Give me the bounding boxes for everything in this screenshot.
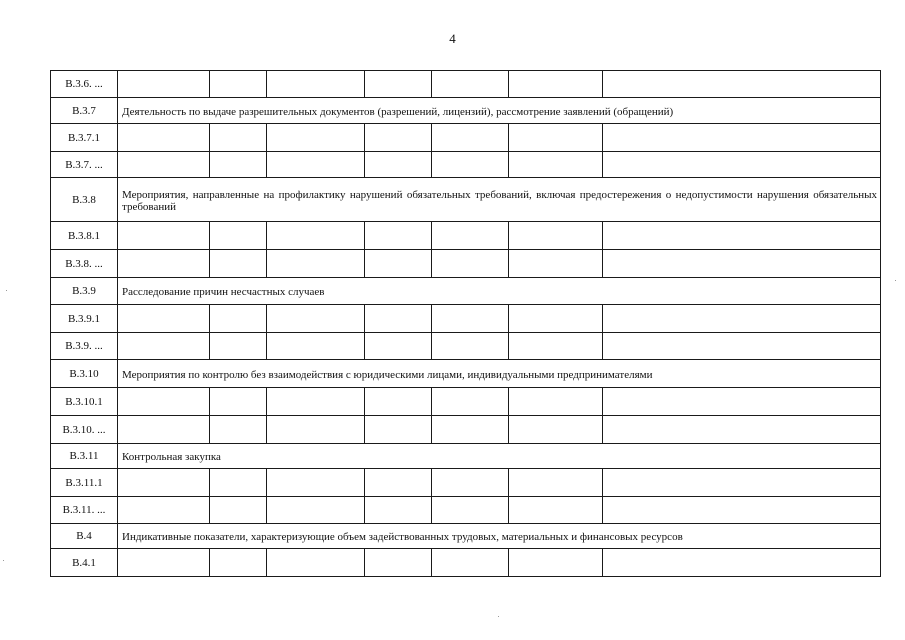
row-code: В.3.9.1	[51, 305, 118, 333]
empty-cell	[603, 124, 881, 152]
row-code: В.3.10	[51, 360, 118, 388]
row-code: В.3.7	[51, 98, 118, 124]
empty-cell	[210, 71, 267, 98]
empty-cell	[603, 152, 881, 178]
empty-cell	[210, 497, 267, 524]
table-body	[51, 71, 881, 577]
section-row	[51, 524, 881, 549]
empty-cell	[365, 124, 432, 152]
empty-cell	[267, 222, 365, 250]
empty-cell	[267, 152, 365, 178]
row-code: В.3.11	[51, 444, 118, 469]
empty-cell	[210, 469, 267, 497]
empty-cell	[365, 152, 432, 178]
section-title: Расследование причин несчастных случаев	[118, 278, 881, 305]
empty-cell	[603, 333, 881, 360]
empty-cell	[509, 222, 603, 250]
section-row	[51, 178, 881, 222]
empty-cell	[210, 388, 267, 416]
empty-cell	[432, 388, 509, 416]
empty-cell	[267, 549, 365, 577]
scan-speck	[498, 616, 499, 617]
row-code: В.3.6. ...	[51, 71, 118, 98]
empty-cell	[118, 497, 210, 524]
empty-cell	[267, 416, 365, 444]
empty-cell	[267, 71, 365, 98]
empty-cell	[509, 250, 603, 278]
scan-speck	[6, 290, 7, 291]
empty-cell	[267, 250, 365, 278]
scan-speck	[3, 560, 4, 561]
empty-cell	[118, 549, 210, 577]
empty-cell	[509, 497, 603, 524]
row-code: В.4.1	[51, 549, 118, 577]
empty-cell	[118, 71, 210, 98]
empty-cell	[603, 416, 881, 444]
empty-cell	[267, 305, 365, 333]
empty-cell	[603, 305, 881, 333]
empty-cell	[365, 416, 432, 444]
row-code: В.3.10.1	[51, 388, 118, 416]
row-code: В.3.9	[51, 278, 118, 305]
empty-cell	[365, 469, 432, 497]
empty-cell	[365, 250, 432, 278]
empty-cell	[509, 388, 603, 416]
empty-cell	[603, 71, 881, 98]
empty-cell	[603, 388, 881, 416]
empty-cell	[365, 333, 432, 360]
empty-cell	[267, 469, 365, 497]
table-row	[51, 497, 881, 524]
empty-cell	[509, 124, 603, 152]
empty-cell	[118, 305, 210, 333]
empty-cell	[432, 333, 509, 360]
empty-cell	[210, 305, 267, 333]
table-row	[51, 416, 881, 444]
empty-cell	[210, 222, 267, 250]
empty-cell	[365, 71, 432, 98]
empty-cell	[432, 469, 509, 497]
table-row	[51, 222, 881, 250]
row-code: В.3.8	[51, 178, 118, 222]
table-row	[51, 388, 881, 416]
empty-cell	[118, 388, 210, 416]
empty-cell	[432, 497, 509, 524]
section-row	[51, 360, 881, 388]
empty-cell	[432, 222, 509, 250]
scan-speck	[895, 280, 896, 281]
table-row	[51, 549, 881, 577]
empty-cell	[210, 333, 267, 360]
empty-cell	[509, 416, 603, 444]
section-title: Мероприятия по контролю без взаимодействия с юридическими лицами, индивидуальными предпринимателями	[118, 360, 881, 388]
table-row	[51, 333, 881, 360]
row-code: В.3.11.1	[51, 469, 118, 497]
empty-cell	[603, 469, 881, 497]
empty-cell	[509, 333, 603, 360]
empty-cell	[210, 549, 267, 577]
table-row	[51, 152, 881, 178]
empty-cell	[432, 416, 509, 444]
empty-cell	[365, 497, 432, 524]
empty-cell	[267, 124, 365, 152]
empty-cell	[365, 388, 432, 416]
table-row	[51, 469, 881, 497]
empty-cell	[118, 250, 210, 278]
empty-cell	[365, 305, 432, 333]
empty-cell	[267, 388, 365, 416]
section-title: Деятельность по выдаче разрешительных документов (разрешений, лицензий), рассмотрение заявлений (обращений)	[118, 98, 881, 124]
table-row	[51, 305, 881, 333]
row-code: В.3.8. ...	[51, 250, 118, 278]
empty-cell	[603, 250, 881, 278]
section-title: Мероприятия, направленные на профилактику нарушений обязательных требований, включая предостережения о недопустимости нарушения обязательных требований	[118, 178, 881, 222]
row-code: В.3.10. ...	[51, 416, 118, 444]
empty-cell	[365, 549, 432, 577]
empty-cell	[118, 333, 210, 360]
empty-cell	[210, 124, 267, 152]
row-code: В.3.7. ...	[51, 152, 118, 178]
table-row	[51, 124, 881, 152]
empty-cell	[432, 71, 509, 98]
empty-cell	[365, 222, 432, 250]
empty-cell	[267, 497, 365, 524]
empty-cell	[509, 469, 603, 497]
empty-cell	[603, 222, 881, 250]
empty-cell	[118, 469, 210, 497]
empty-cell	[267, 333, 365, 360]
section-title: Контрольная закупка	[118, 444, 881, 469]
empty-cell	[509, 305, 603, 333]
empty-cell	[509, 71, 603, 98]
empty-cell	[603, 497, 881, 524]
empty-cell	[118, 222, 210, 250]
empty-cell	[509, 549, 603, 577]
section-title: Индикативные показатели, характеризующие объем задействованных трудовых, материальных и финансовых ресурсов	[118, 524, 881, 549]
table-row	[51, 71, 881, 98]
empty-cell	[118, 416, 210, 444]
row-code: В.3.9. ...	[51, 333, 118, 360]
empty-cell	[509, 152, 603, 178]
row-code: В.3.7.1	[51, 124, 118, 152]
empty-cell	[118, 152, 210, 178]
section-row	[51, 278, 881, 305]
row-code: В.3.11. ...	[51, 497, 118, 524]
row-code: В.3.8.1	[51, 222, 118, 250]
empty-cell	[118, 124, 210, 152]
row-code: В.4	[51, 524, 118, 549]
empty-cell	[210, 152, 267, 178]
empty-cell	[432, 124, 509, 152]
indicators-table	[50, 70, 881, 577]
empty-cell	[432, 152, 509, 178]
empty-cell	[432, 305, 509, 333]
page-number: 4	[449, 31, 456, 46]
empty-cell	[210, 250, 267, 278]
empty-cell	[432, 250, 509, 278]
empty-cell	[210, 416, 267, 444]
empty-cell	[603, 549, 881, 577]
empty-cell	[432, 549, 509, 577]
section-row	[51, 98, 881, 124]
section-row	[51, 444, 881, 469]
table-row	[51, 250, 881, 278]
